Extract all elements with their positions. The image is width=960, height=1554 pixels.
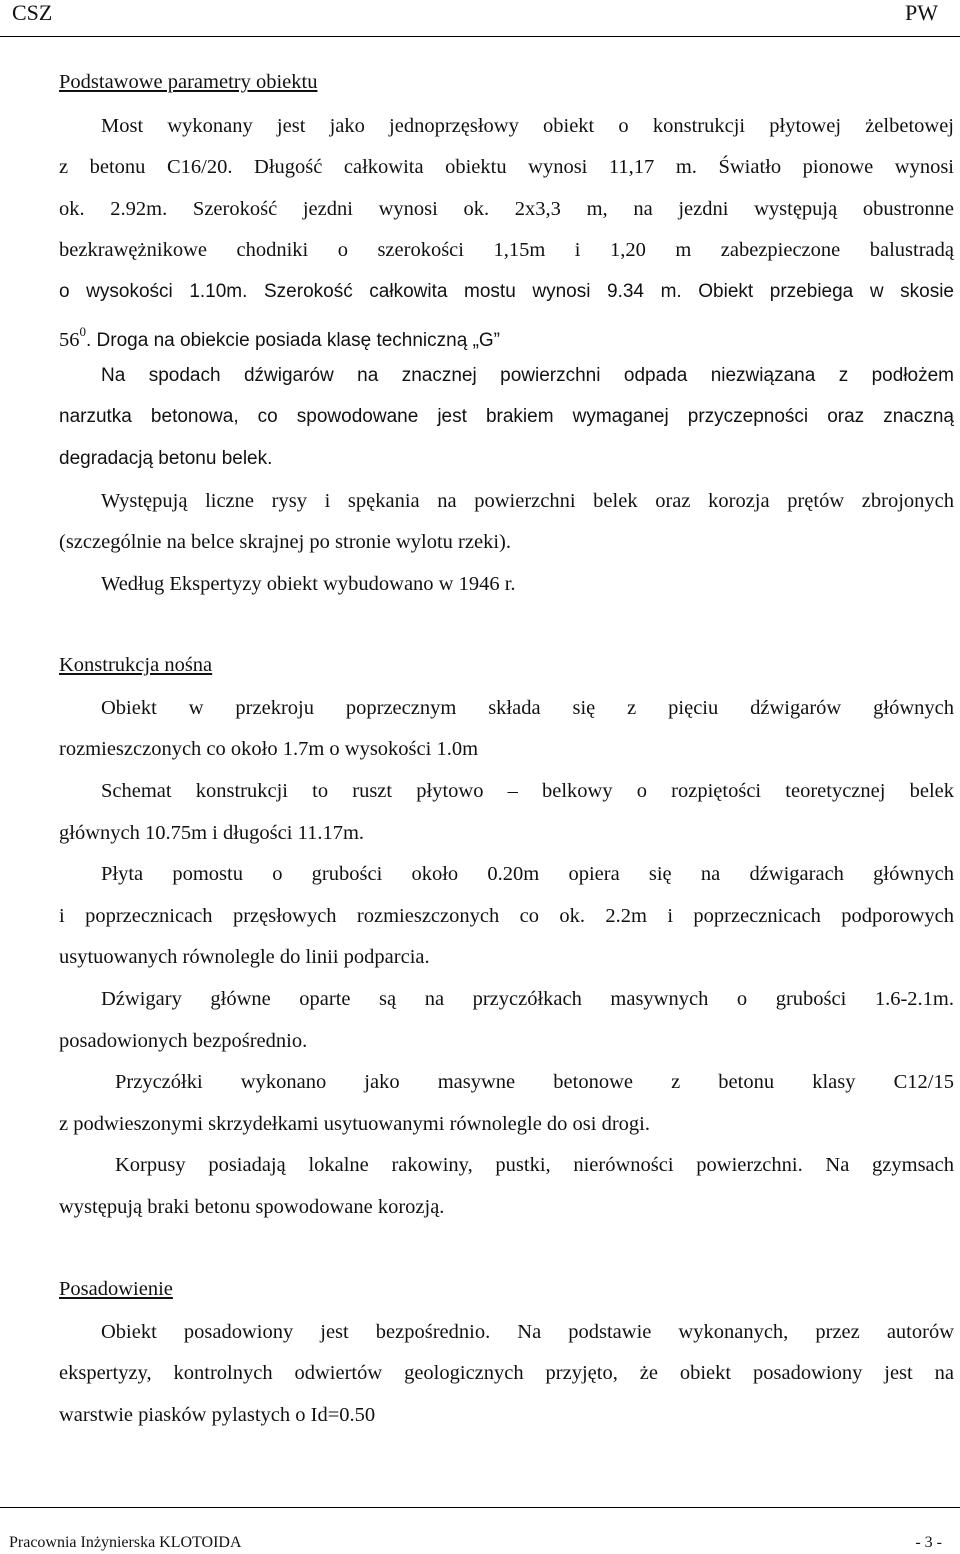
paragraph-line: Schemat konstrukcji to ruszt płytowo – belkowy o rozpiętości teoretycznej belek (101, 780, 954, 802)
paragraph-line: posadowionych bezpośrednio. (59, 1030, 308, 1052)
paragraph-line: Obiekt posadowiony jest bezpośrednio. Na podstawie wykonanych, przez autorów (101, 1321, 954, 1343)
paragraph-line: występują braki betonu spowodowane korozją. (59, 1196, 445, 1218)
paragraph-line: rozmieszczonych co około 1.7m o wysokości 1.0m (59, 738, 479, 760)
section-heading-params: Podstawowe parametry obiektu (59, 71, 318, 93)
paragraph-line: narzutka betonowa, co spowodowane jest brakiem wymaganej przyczepności oraz znaczną (59, 406, 954, 427)
paragraph-line: głównych 10.75m i długości 11.17m. (59, 822, 365, 844)
paragraph-line: usytuowanych równolegle do linii podparcia. (59, 946, 430, 968)
paragraph-line: Korpusy posiadają lokalne rakowiny, pustki, nierówności powierzchni. Na gzymsach (115, 1154, 954, 1176)
paragraph-line: Dźwigary główne oparte są na przyczółkach masywnych o grubości 1.6-2.1m. (101, 988, 954, 1010)
paragraph-line: bezkrawężnikowe chodniki o szerokości 1,15m i 1,20 m zabezpieczone balustradą (59, 239, 954, 261)
header-divider (0, 36, 960, 37)
paragraph-line: warstwie piasków pylastych o Id=0.50 (59, 1404, 376, 1426)
header-right-code: PW (905, 0, 938, 25)
footer-page-number: - 3 - (915, 1534, 942, 1551)
paragraph-line: (szczególnie na belce skrajnej po stronie wylotu rzeki). (59, 531, 511, 553)
paragraph-line: i poprzecznicach przęsłowych rozmieszczonych co ok. 2.2m i poprzecznicach podporowych (59, 905, 954, 927)
section-heading-construction: Konstrukcja nośna (59, 654, 213, 676)
paragraph-line: z podwieszonymi skrzydełkami usytuowanymi równolegle do osi drogi. (59, 1113, 650, 1135)
paragraph-line (59, 322, 954, 353)
footer-divider (0, 1507, 960, 1508)
paragraph-line: o wysokości 1.10m. Szerokość całkowita mostu wynosi 9.34 m. Obiekt przebiega w skosie (59, 281, 954, 302)
paragraph-line: z betonu C16/20. Długość całkowita obiektu wynosi 11,17 m. Światło pionowe wynosi (59, 156, 954, 178)
paragraph-line: Płyta pomostu o grubości około 0.20m opiera się na dźwigarach głównych (101, 863, 954, 885)
paragraph-line: Most wykonany jest jako jednoprzęsłowy obiekt o konstrukcji płytowej żelbetowej (101, 115, 954, 137)
paragraph-line: Występują liczne rysy i spękania na powierzchni belek oraz korozja prętów zbrojonych (101, 490, 954, 512)
header-left-code: CSZ (12, 0, 53, 25)
road-class-text: . Droga na obiekcie posiada klasę techniczną „G” (86, 329, 501, 351)
footer-company: Pracownia Inżynierska KLOTOIDA (9, 1534, 242, 1551)
degree-superscript: 0 (79, 324, 86, 339)
paragraph-line: Przyczółki wykonano jako masywne betonowe z betonu klasy C12/15 (115, 1071, 954, 1093)
section-heading-foundation: Posadowienie (59, 1278, 173, 1300)
paragraph-line: Obiekt w przekroju poprzecznym składa się z pięciu dźwigarów głównych (101, 697, 954, 719)
skew-angle-value: 56 (59, 328, 80, 351)
paragraph-line: ekspertyzy, kontrolnych odwiertów geologicznych przyjęto, że obiekt posadowiony jest na (59, 1362, 954, 1384)
paragraph-line: ok. 2.92m. Szerokość jezdni wynosi ok. 2x3,3 m, na jezdni występują obustronne (59, 198, 954, 220)
paragraph-line: Na spodach dźwigarów na znacznej powierzchni odpada niezwiązana z podłożem (101, 365, 954, 386)
paragraph-line: Według Ekspertyzy obiekt wybudowano w 1946 r. (101, 573, 516, 595)
paragraph-line: degradacją betonu belek. (59, 448, 273, 469)
